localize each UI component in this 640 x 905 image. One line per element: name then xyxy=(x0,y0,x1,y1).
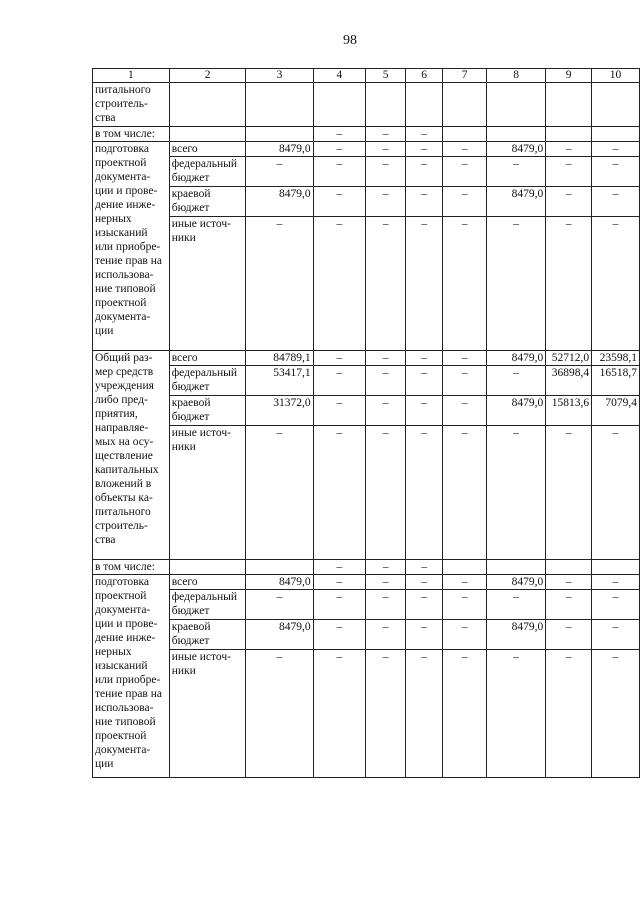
source-cell: всего xyxy=(169,575,246,590)
cell: – xyxy=(487,157,546,187)
item-name-cell: Общий раз-мер средств учреждения либо пред-приятия, направляе-мых на осу-ществление капитальных вложений в объекты ка-питального строитель-ства xyxy=(93,351,170,560)
header-row xyxy=(93,69,640,83)
cell: – xyxy=(592,620,640,650)
header-cell: 9 xyxy=(546,69,592,83)
cell: – xyxy=(443,575,487,590)
cell: – xyxy=(546,426,592,560)
cell: 8479,0 xyxy=(487,187,546,217)
table-row xyxy=(93,187,640,217)
cell xyxy=(546,560,592,575)
cell: – xyxy=(443,650,487,778)
cell: 23598,1 xyxy=(592,351,640,366)
cell: – xyxy=(313,396,366,426)
cell: – xyxy=(406,217,443,351)
source-cell: иные источ-ники xyxy=(169,426,246,560)
cell xyxy=(487,560,546,575)
cell: – xyxy=(592,142,640,157)
cell: 36898,4 xyxy=(546,366,592,396)
source-cell: всего xyxy=(169,142,246,157)
cell xyxy=(443,560,487,575)
cell: – xyxy=(313,426,366,560)
header-cell: 7 xyxy=(443,69,487,83)
table-row xyxy=(93,142,640,157)
cell: – xyxy=(592,217,640,351)
cell: – xyxy=(313,366,366,396)
cell: – xyxy=(406,157,443,187)
cell: – xyxy=(546,187,592,217)
cell: – xyxy=(546,650,592,778)
cell xyxy=(546,127,592,142)
cell: 7079,4 xyxy=(592,396,640,426)
cell: – xyxy=(443,620,487,650)
cell: – xyxy=(366,351,406,366)
cell: – xyxy=(366,127,406,142)
cell: – xyxy=(246,217,313,351)
header-cell: 3 xyxy=(246,69,313,83)
cell: – xyxy=(443,426,487,560)
cell: – xyxy=(443,366,487,396)
cell: 84789,1 xyxy=(246,351,313,366)
cell: – xyxy=(366,396,406,426)
cell: 31372,0 xyxy=(246,396,313,426)
cell: 52712,0 xyxy=(546,351,592,366)
cell: – xyxy=(487,426,546,560)
cell: – xyxy=(406,620,443,650)
source-cell: федеральный бюджет xyxy=(169,157,246,187)
source-cell: иные источ-ники xyxy=(169,650,246,778)
cell: – xyxy=(592,575,640,590)
source-cell: иные источ-ники xyxy=(169,217,246,351)
cell: – xyxy=(313,560,366,575)
source-cell: всего xyxy=(169,351,246,366)
cell: – xyxy=(313,127,366,142)
cell: 8479,0 xyxy=(246,575,313,590)
cell xyxy=(246,560,313,575)
cell: – xyxy=(366,590,406,620)
item-name-cell: питального строитель-ства xyxy=(93,83,170,127)
cell: – xyxy=(443,187,487,217)
cell: 8479,0 xyxy=(487,396,546,426)
header-cell: 2 xyxy=(169,69,246,83)
table-row xyxy=(93,83,640,127)
header-cell: 6 xyxy=(406,69,443,83)
cell: – xyxy=(406,351,443,366)
source-cell: краевой бюджет xyxy=(169,187,246,217)
page-number: 98 xyxy=(343,33,357,48)
table-row xyxy=(93,366,640,396)
cell: 8479,0 xyxy=(487,575,546,590)
cell: – xyxy=(406,426,443,560)
cell: – xyxy=(313,590,366,620)
cell: – xyxy=(366,426,406,560)
cell: – xyxy=(366,650,406,778)
cell: – xyxy=(443,217,487,351)
cell: – xyxy=(406,396,443,426)
header-cell: 1 xyxy=(93,69,170,83)
table-row xyxy=(93,620,640,650)
cell: – xyxy=(313,157,366,187)
header-cell: 10 xyxy=(592,69,640,83)
cell: – xyxy=(546,575,592,590)
cell: – xyxy=(487,366,546,396)
cell: – xyxy=(443,157,487,187)
cell: – xyxy=(592,650,640,778)
cell: – xyxy=(443,590,487,620)
header-cell: 8 xyxy=(487,69,546,83)
cell: 53417,1 xyxy=(246,366,313,396)
table-row xyxy=(93,351,640,366)
source-cell: краевой бюджет xyxy=(169,620,246,650)
cell: – xyxy=(313,620,366,650)
cell: – xyxy=(246,590,313,620)
item-name-cell: подготовка проектной документа-ции и прове-дение инже-нерных изысканий или приобре-тение прав на использова-ние типовой проектной документа-ции xyxy=(93,142,170,351)
cell: 8479,0 xyxy=(487,620,546,650)
table-row xyxy=(93,396,640,426)
cell: – xyxy=(366,217,406,351)
cell: – xyxy=(406,650,443,778)
cell: 8479,0 xyxy=(246,142,313,157)
cell: – xyxy=(313,187,366,217)
cell: – xyxy=(592,590,640,620)
cell: – xyxy=(366,187,406,217)
cell: – xyxy=(406,560,443,575)
cell: – xyxy=(313,217,366,351)
table-row xyxy=(93,560,640,575)
including-label: в том числе: xyxy=(93,127,170,142)
source-cell: федеральный бюджет xyxy=(169,366,246,396)
cell: – xyxy=(546,217,592,351)
cell: – xyxy=(546,590,592,620)
cell xyxy=(443,127,487,142)
cell: – xyxy=(246,426,313,560)
cell: – xyxy=(313,650,366,778)
cell: 8479,0 xyxy=(487,142,546,157)
cell: 16518,7 xyxy=(592,366,640,396)
cell: – xyxy=(246,650,313,778)
table-row xyxy=(93,426,640,560)
cell: – xyxy=(592,187,640,217)
cell: – xyxy=(313,575,366,590)
cell: – xyxy=(406,187,443,217)
cell: – xyxy=(443,142,487,157)
cell: – xyxy=(366,142,406,157)
cell: – xyxy=(546,620,592,650)
including-label: в том числе: xyxy=(93,560,170,575)
cell: – xyxy=(366,620,406,650)
cell: – xyxy=(366,157,406,187)
cell: – xyxy=(366,575,406,590)
cell: – xyxy=(406,575,443,590)
cell: – xyxy=(546,157,592,187)
item-name-cell: подготовка проектной документа-ции и прове-дение инже-нерных изысканий или приобре-тение прав на использова-ние типовой проектной документа-ции xyxy=(93,575,170,778)
table-row xyxy=(93,217,640,351)
cell: – xyxy=(313,351,366,366)
cell xyxy=(246,127,313,142)
cell: – xyxy=(443,351,487,366)
budget-table xyxy=(92,68,640,778)
cell: 15813,6 xyxy=(546,396,592,426)
cell: – xyxy=(406,142,443,157)
table-row xyxy=(93,127,640,142)
cell: – xyxy=(406,366,443,396)
cell: – xyxy=(406,590,443,620)
cell: – xyxy=(487,217,546,351)
cell: – xyxy=(546,142,592,157)
cell: 8479,0 xyxy=(487,351,546,366)
cell: – xyxy=(406,127,443,142)
cell: – xyxy=(366,560,406,575)
cell: – xyxy=(443,396,487,426)
cell: – xyxy=(246,157,313,187)
header-cell: 5 xyxy=(366,69,406,83)
header-cell: 4 xyxy=(313,69,366,83)
source-cell: федеральный бюджет xyxy=(169,590,246,620)
cell: 8479,0 xyxy=(246,187,313,217)
cell: 8479,0 xyxy=(246,620,313,650)
cell: – xyxy=(313,142,366,157)
table-row xyxy=(93,650,640,778)
cell: – xyxy=(592,426,640,560)
table-row xyxy=(93,575,640,590)
cell: – xyxy=(592,157,640,187)
cell: – xyxy=(487,590,546,620)
table-row xyxy=(93,157,640,187)
source-cell: краевой бюджет xyxy=(169,396,246,426)
table-row xyxy=(93,590,640,620)
cell xyxy=(487,127,546,142)
cell: – xyxy=(366,366,406,396)
cell: – xyxy=(487,650,546,778)
